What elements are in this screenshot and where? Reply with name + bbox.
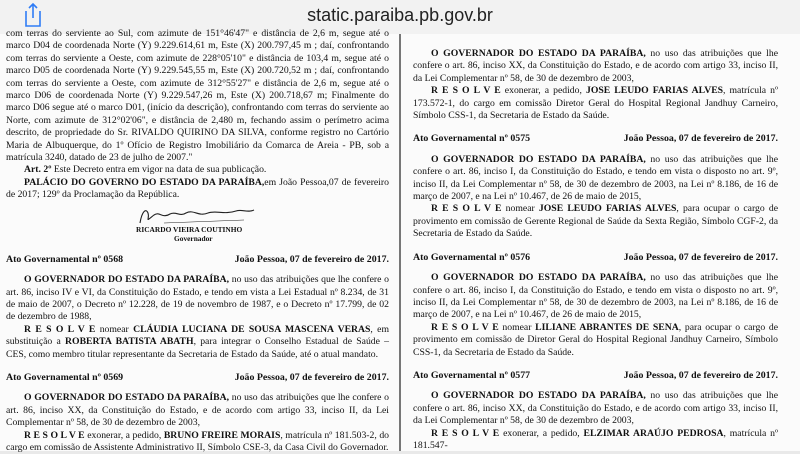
handwritten-signature (124, 205, 274, 227)
act-header-0577: Ato Governamental nº 0577 João Pessoa, 07 de fevereiro de 2017. (413, 369, 778, 381)
palace-line: PALÁCIO DO GOVERNO DO ESTADO DA PARAÍBA,em João Pessoa,07 de fevereiro de 2017; 129º da Proclamação da República. (6, 176, 389, 201)
act-0577-resolve: R E S O L V E exonerar, a pedido, ELZIMAR ARAÚJO PEDROSA, matrícula nº 181.547- (413, 427, 778, 451)
act-0574-intro: O GOVERNADOR DO ESTADO DA PARAÍBA, no uso das atribuições que lhe confere o art. 86, inciso XX, da Constituição do Estado, e de acordo com artigo 33, inciso II, da Lei Complementar nº 58, de 30 de dezembro de 2003, (413, 48, 779, 84)
signatory-name: RICARDO VIEIRA COUTINHO (136, 224, 243, 234)
column-divider (399, 34, 401, 451)
act-0575-intro: O GOVERNADOR DO ESTADO DA PARAÍBA, no uso das atribuições que lhe confere o art. 86, inciso I, da Constituição do Estado, e tendo em vista o disposto no art. 9º, inciso II, da Lei Complementar nº 58, de 30 de dezembro de 2003, na Lei nº 8.186, de 16 de março de 2007, e na Lei nº 10.467, de 26 de maio de 2015, (413, 153, 779, 203)
act-0576-intro: O GOVERNADOR DO ESTADO DA PARAÍBA, no uso das atribuições que lhe confere o art. 86, inciso I, da Constituição do Estado, e tendo em vista o disposto no art. 9º, inciso II, da Lei Complementar nº 58, de 30 de dezembro de 2003, na Lei nº 8.186, de 16 de março de 2007, e na Lei nº 10.467, de 26 de maio de 2015, (413, 272, 779, 321)
signature-block (124, 205, 304, 243)
left-column (6, 28, 389, 454)
act-0568-resolve: R E S O L V E nomear CLÁUDIA LUCIANA DE SOUSA MASCENA VERAS, em substituição a ROBERTA BATISTA ABATH, para integrar o Conselho Estadual de Saúde – CES, como membro titular representante da Secretaria de Estado da Saúde, até o atual mandato. (6, 323, 389, 360)
act-0576-resolve: R E S O L V E nomear LILIANE ABRANTES DE SENA, para ocupar o cargo de provimento em comissão de Diretor Geral do Hospital Regional Jandhuy Carneiro, Símbolo CSS-1, da Secretaria de Estado da Saúde. (413, 321, 779, 358)
article-2: Art. 2º Este Decreto entra em vigor na data de sua publicação. (24, 164, 267, 176)
act-0569-intro: O GOVERNADOR DO ESTADO DA PARAÍBA, no uso das atribuições que lhe confere o art. 86, inciso XX, da Constituição do Estado, e de acordo com artigo 33, inciso II, da Lei Complementar nº 58, de 30 de dezembro de 2003, (6, 392, 390, 429)
act-0577-intro: O GOVERNADOR DO ESTADO DA PARAÍBA, no uso das atribuições que lhe confere o art. 86, inciso XX, da Constituição do Estado, e de acordo com artigo 33, inciso II, da Lei Complementar nº 58, de 30 de dezembro de 2003, (413, 390, 779, 427)
property-description: com terras do serviente ao Sul, com azimute de 151°46'47" e distância de 2,6 m, segue até o marco D04 de coordenada Norte (Y) 9.229.614,61 m, Este (X) 200.797,45 m ; daí, confrontando com terras do serviente a Oeste, com azimute de 228°05'10" e distância de 103,4 m, segue até o marco D05 de coordenada Norte (Y) 9.229.545,55 m, Este (X) 200.720,52 m ; daí, confrontando com terras do serviente a Oeste, com azimute de 312°55'27" e distância de 2,6 m, segue até o marco D06 de coordenada Norte (Y) 9.229.547,26 m, Este (X) 200.718,67 m; Finalmente do marco D06 segue até o marco D01, (início da descrição), confrontando com terras do serviente ao Norte, com azimute de 312°02'06", e distância de 2,480 m, fechando assim o perímetro acima descrito, de propriedade do Sr. RIVALDO QUIRINO DA SILVA, conforme registro no Cartório Maria de Albuquerque, do 1º Ofício de Registro Imobiliário da Comarca de Areia - PB, sob a matrícula 3240, datado de 23 de julho de 2007." (6, 28, 389, 164)
act-0568-intro: O GOVERNADOR DO ESTADO DA PARAÍBA, no uso das atribuições que lhe confere o art. 86, inciso IV e VI, da Constituição do Estado, e tendo em vista a Lei Estadual nº 8.234, de 31 de maio de 2007, o Decreto nº 12.228, de 19 de novembro de 1987, e o Decreto nº 17.799, de 02 de dezembro de 1988, (6, 274, 390, 323)
signatory-role: Governador (174, 233, 213, 243)
act-header-0569: Ato Governamental nº 0569 João Pessoa, 07 de fevereiro de 2017. (6, 371, 389, 383)
url-text[interactable]: static.paraiba.pb.gov.br (307, 5, 493, 25)
act-header-0575: Ato Governamental nº 0575 João Pessoa, 07 de fevereiro de 2017. (413, 133, 778, 145)
right-column (413, 28, 778, 452)
act-0574-resolve: R E S O L V E exonerar, a pedido, JOSE LEUDO FARIAS ALVES, matrícula nº 173.572-1, do cargo em comissão Diretor Geral do Hospital Regional Jandhuy Carneiro, Símbolo CSS-1, da Secretaria de Estado da Saúde. (413, 85, 779, 122)
act-header-0576: Ato Governamental nº 0576 João Pessoa, 07 de fevereiro de 2017. (413, 251, 778, 263)
document-page (0, 28, 800, 453)
act-header-0568: Ato Governamental nº 0568 João Pessoa, 07 de fevereiro de 2017. (6, 253, 389, 265)
act-0569-resolve: R E S O L V E exonerar, a pedido, BRUNO FREIRE MORAIS, matrícula nº 181.503-2, do cargo em comissão de Assistente Administrativo II, Símbolo CSE-3, da Casa Civil do Governador. (6, 429, 390, 453)
act-0575-resolve: R E S O L V E nomear JOSE LEUDO FARIAS ALVES, para ocupar o cargo de provimento em comissão de Gerente Regional de Saúde da Sexta Região, Símbolo CGF-2, da Secretaria de Estado da Saúde. (413, 203, 779, 240)
